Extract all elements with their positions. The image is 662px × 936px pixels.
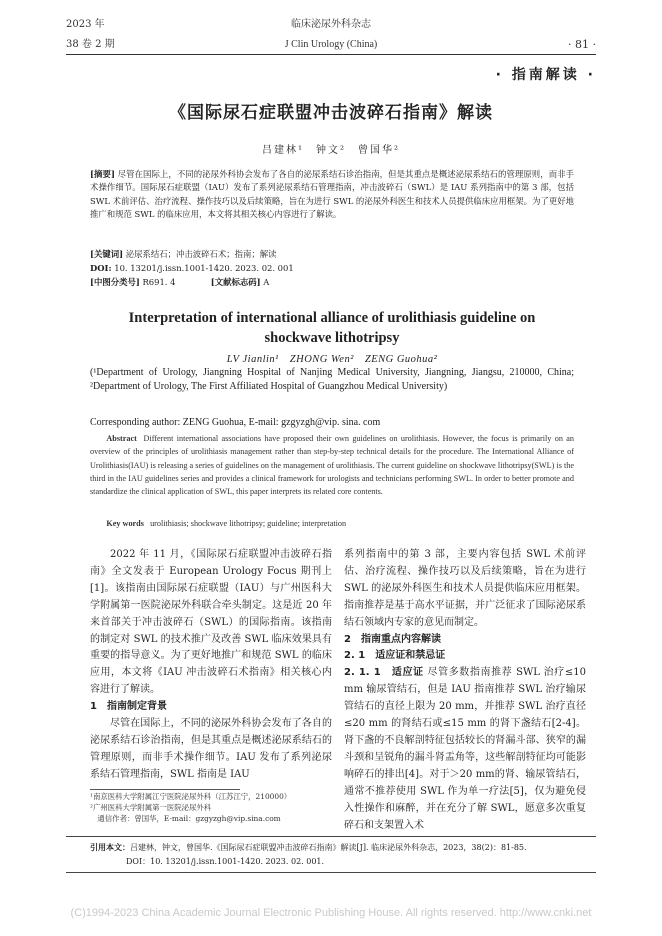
body-paragraph: 系列指南中的第 3 部，主要内容包括 SWL 术前评估、治疗流程、操作技巧以及后续策略，旨在为进行 SWL 的泌尿外科医生和技术人员提供临床应用框架。指南推荐是基于高水平证据，并广泛征求了国际泌尿系结石领域内专家的意见而制定。 (344, 549, 586, 628)
section-heading-1: 1 指南制定背景 (90, 701, 167, 713)
column-label: · 指南解读 · (495, 67, 596, 83)
doc-code-label: [文献标志码] (210, 277, 261, 287)
citation-top-rule (66, 836, 596, 837)
section-heading-2-1: 2. 1 适应证和禁忌证 (344, 650, 446, 662)
keywords-label: [关键词] (90, 249, 124, 259)
english-title-line2: shockwave lithotripsy (264, 330, 400, 346)
abstract-zh (90, 168, 574, 221)
citation-line-2: DOI：10. 13201/j.issn.1001-1420. 2023. 02. 001. (126, 857, 325, 866)
keywords-zh (90, 248, 574, 261)
english-authors: LV Jianlin¹ ZHONG Wen² ZENG Guohua² (226, 354, 438, 365)
english-corresponding: Corresponding author: ZENG Guohua, E-mail: gzgyzgh@vip. sina. com (90, 417, 381, 428)
header-issue: 38 卷 2 期 (66, 39, 115, 50)
footnote-affiliation-1: ¹南京医科大学附属江宁医院泌尿外科（江苏江宁，210000） (90, 792, 292, 801)
footnote-corresponding: 通信作者：曾国华，E-mail：gzgyzgh@vip.sina.com (97, 814, 281, 823)
header-page-number: · 81 · (568, 38, 596, 51)
citation-block (90, 840, 590, 869)
body-paragraph: 尽管多数指南推荐 SWL 治疗≤10 mm 输尿管结石，但是 IAU 指南推荐 SWL 治疗输尿管结石的直径上限为 20 mm，并推荐 SWL 治疗直径≤20 mm 的肾结石或≤15 mm 的肾下盏结石[2-4]。肾下盏的不良解剖特征包括较长的肾漏斗部、狭窄的漏斗颈和呈锐角的漏斗肾盂角等，这些解剖特征均可能影响碎石的排出[4]。对于＞20 mm的肾、输尿管结石，通常不推荐使用 SWL 作为单一疗法[5]，仅为避免侵入性操作和麻醉，并在充分了解 SWL，愿意多次重复碎石和支架置入术 (344, 667, 586, 831)
body-paragraph: 2022 年 11 月，《国际尿石症联盟冲击波碎石指南》全文发表于 European Urology Focus 期刊上[1]。该指南由国际尿石症联盟（IAU）与广州医科大学附属第一医院泌尿外科联合牵头制定。这是近 20 年来首部关于冲击波碎石（SWL）的国际指南。该指南的制定对 SWL 的技术推广及改善 SWL 临床效果具有重要的指导意义。为了更好地推广和规范 SWL 的临床应用，本文将《IAU 冲击波碎石术指南》相关核心内容进行了解读。 (90, 549, 332, 696)
english-title-line1: Interpretation of international alliance of urolithiasis guideline on (128, 310, 536, 326)
body-paragraph: 尽管在国际上，不同的泌尿外科协会发布了各自的泌尿系结石诊治指南，但是其重点是概述泌尿系结石的管理原则，而非手术操作细节。IAU 发布了系列泌尿系结石管理指南，SWL 指南是 IAU (90, 718, 332, 780)
english-keywords (90, 519, 574, 528)
clc-value: R691. 4 (142, 277, 176, 287)
body-right-column (344, 547, 586, 834)
english-keywords-text: urolithiasis; shockwave lithotripsy; guideline; interpretation (150, 519, 347, 528)
header-year: 2023 年 (66, 19, 105, 30)
header-rule (66, 54, 596, 55)
footnotes (90, 791, 340, 824)
abstract-text: 尽管在国际上，不同的泌尿外科协会发布了各自的泌尿系结石诊治指南，但是其重点是概述泌尿系结石的管理原则，而非手术操作细节。国际尿石症联盟（IAU）发布了系列泌尿系结石管理指南，冲击波碎石（SWL）是 IAU 系列指南中的第 3 部，包括 SWL 术前评估、治疗流程、操作技巧以及后续策略，旨在为进行 SWL 的泌尿外科医生和技术人员提供临床应用框架。为了更好地推广和规范 SWL 的临床应用，本文将其相关核心内容进行了解读。 (90, 169, 574, 219)
section-heading-2: 2 指南重点内容解读 (344, 633, 441, 645)
english-abstract (90, 432, 574, 498)
citation-label: 引用本文： (90, 842, 130, 852)
body-left-column (90, 547, 332, 784)
classification-line (90, 276, 574, 289)
citation-bottom-rule (66, 872, 596, 873)
doi-label: DOI: (90, 263, 112, 273)
doi-line (90, 262, 574, 275)
doc-code-value: A (263, 277, 270, 287)
authors-zh: 吕建林¹ 钟文² 曾国华² (261, 145, 401, 156)
article-title: 《国际尿石症联盟冲击波碎石指南》解读 (169, 103, 493, 123)
subsection-2-1-1 (344, 665, 586, 834)
doi-value: 10. 13201/j.issn.1001-1420. 2023. 02. 001 (114, 263, 294, 273)
english-title (90, 308, 574, 348)
header-journal-zh: 临床泌尿外科杂志 (291, 19, 371, 30)
clc-label: [中图分类号] (90, 277, 140, 287)
cnki-watermark: (C)1994-2023 China Academic Journal Electronic Publishing House. All rights reserved. http://www.cnki.net (70, 907, 592, 919)
english-abstract-text: Different international associations have proposed their own guidelines on urolithiasis. However, the focus is primarily on an overview of the principles of urolithiasis management rather than step-by-step technical details for the procedure. The International Alliance of Urolithiasis(IAU) is releasing a series of guidelines on the management of urolithiasis. The current guideline on shockwave lithotripsy(SWL) is the third in the IAU guidelines series and provides a clinical framework for urologists and technicians performing SWL. In order to better promote and standardize the clinical application of SWL, this paper interprets its related core contents. (90, 434, 574, 497)
footnote-rule (90, 789, 240, 790)
english-affiliation: (¹Department of Urology, Jiangning Hospital of Nanjing Medical University, Jiangning, Jiangsu, 210000, China; ²Department of Urology, The First Affiliated Hospital of Guangzhou Medical University) (90, 367, 574, 392)
keywords-text: 泌尿系结石；冲击波碎石术；指南；解读 (125, 249, 277, 259)
english-abstract-label: Abstract (106, 434, 137, 443)
section-heading-2-1-1: 2. 1. 1 适应证 (344, 667, 424, 679)
citation-line-1: 吕建林，钟文，曾国华.《国际尿石症联盟冲击波碎石指南》解读[J]. 临床泌尿外科杂志，2023，38(2)：81-85. (130, 843, 527, 852)
footnote-affiliation-2: ²广州医科大学附属第一医院泌尿外科 (90, 803, 212, 812)
english-keywords-label: Key words (106, 519, 144, 528)
abstract-label: [摘要] (90, 169, 115, 179)
header-journal-en: J Clin Urology (China) (284, 39, 378, 50)
